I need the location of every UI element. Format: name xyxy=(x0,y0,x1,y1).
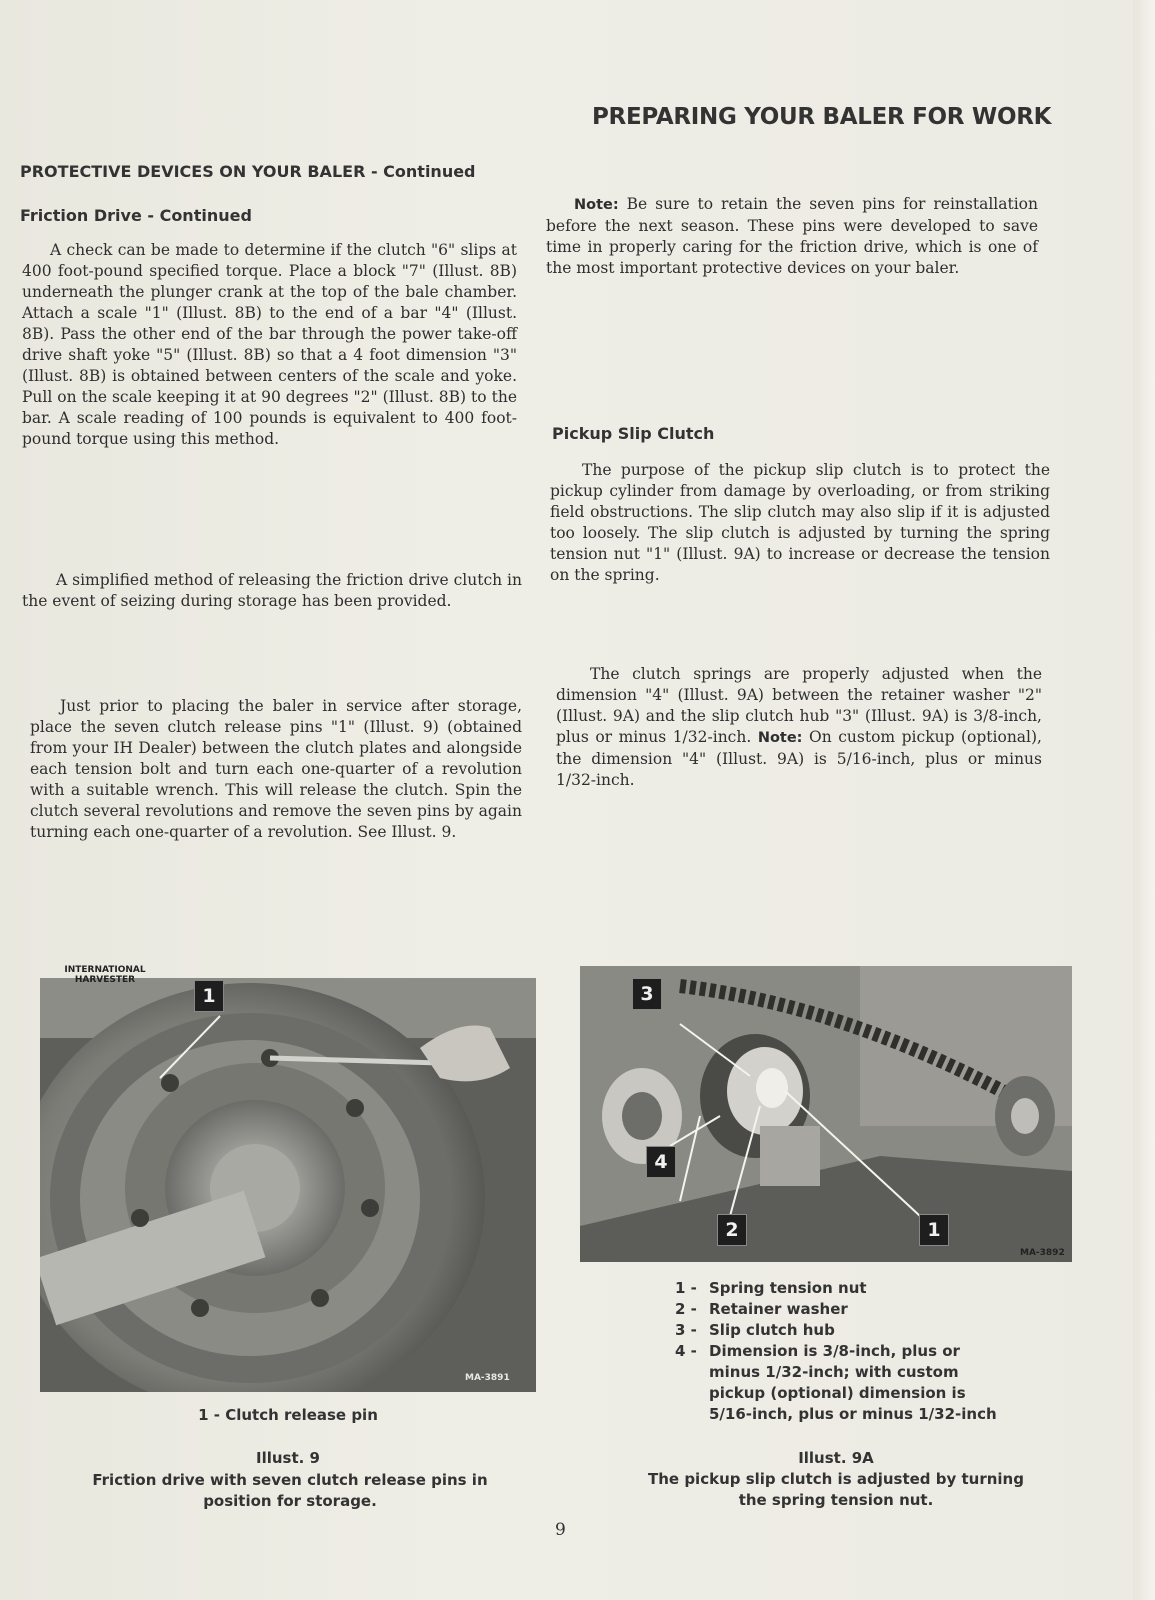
figure9a-callout-2: 2 xyxy=(717,1214,747,1246)
legend-item xyxy=(675,1299,1055,1320)
slip-clutch-photo xyxy=(580,966,1072,1262)
custom-note-text: On custom pickup (optional), the dimension "4" (Illust. 9A) is 5/16-inch, plus or minus 1/32-inch. xyxy=(556,728,1042,789)
friction-drive-photo-drawing xyxy=(40,978,536,1392)
legend-item xyxy=(675,1341,1055,1425)
figure9-code: MA-3891 xyxy=(465,1373,510,1383)
note-label: Note: xyxy=(574,197,619,213)
legend-item xyxy=(675,1278,1055,1299)
friction-drive-paragraph-3: Just prior to placing the baler in service after storage, place the seven clutch release pins "1" (Illust. 9) (obtained from your IH Dealer) between the clutch plates and alongside each tension bolt and turn each one-quarter of a revolution with a suitable wrench. This will release the clutch. Spin the clutch several revolutions and remove the seven pins by again turning each one-quarter of a revolution. See Illust. 9. xyxy=(30,697,522,841)
pickup-slip-clutch-heading: Pickup Slip Clutch xyxy=(552,424,715,443)
page-edge xyxy=(1133,0,1155,1600)
legend-number: 3 - xyxy=(675,1321,697,1339)
pickup-slip-clutch-paragraph-1: The purpose of the pickup slip clutch is to protect the pickup cylinder from damage by overloading, or from striking field obstructions. The slip clutch may also slip if it is adjusted too loosely. The slip clutch is adjusted by turning the spring tension nut "1" (Illust. 9A) to increase or decrease the tension on the spring. xyxy=(550,461,1050,584)
figure9a-callout-3: 3 xyxy=(632,978,662,1010)
legend-item xyxy=(675,1320,1055,1341)
note-text: Be sure to retain the seven pins for reinstallation before the next season. These pins were developed to save time in properly caring for the friction drive, which is one of the most important protective devices on your baler. xyxy=(546,195,1038,277)
figure9a-callout-4: 4 xyxy=(646,1146,676,1178)
figure9a-caption: The pickup slip clutch is adjusted by turning the spring tension nut. xyxy=(648,1470,1024,1509)
legend-number: 2 - xyxy=(675,1300,697,1318)
legend-number: 1 - xyxy=(675,1279,697,1297)
custom-note-label: Note: xyxy=(757,730,803,746)
friction-drive-paragraph-2: A simplified method of releasing the friction drive clutch in the event of seizing during storage has been provided. xyxy=(22,571,522,610)
friction-drive-photo xyxy=(40,978,536,1392)
figure9a-legend xyxy=(675,1278,1055,1425)
figure9a-illust-label: Illust. 9A xyxy=(798,1449,874,1467)
friction-drive-heading: Friction Drive - Continued xyxy=(20,206,252,225)
page-number: 9 xyxy=(555,1520,566,1540)
legend-number: 4 - xyxy=(675,1342,697,1360)
brand-logo-text: INTERNATIONAL HARVESTER xyxy=(64,965,146,985)
slip-clutch-photo-drawing xyxy=(580,966,1072,1262)
figure9a-code: MA-3892 xyxy=(1020,1248,1065,1258)
pickup-slip-clutch-paragraph-2 xyxy=(556,664,1042,791)
legend-text: Retainer washer xyxy=(709,1300,848,1318)
section-title: PROTECTIVE DEVICES ON YOUR BALER - Continued xyxy=(20,162,476,181)
legend-text: Spring tension nut xyxy=(709,1279,867,1297)
figure9-caption: Friction drive with seven clutch release pins in position for storage. xyxy=(92,1471,488,1510)
figure9-illust-label: Illust. 9 xyxy=(256,1449,320,1467)
legend-text: Dimension is 3/8-inch, plus or minus 1/32-inch; with custom pickup (optional) dimension is 5/16-inch, plus or minus 1/32-inch xyxy=(709,1342,997,1423)
legend-text: Slip clutch hub xyxy=(709,1321,835,1339)
figure9a-callout-1: 1 xyxy=(919,1214,949,1246)
figure9-legend: 1 - Clutch release pin xyxy=(198,1406,378,1424)
friction-drive-paragraph-1: A check can be made to determine if the clutch "6" slips at 400 foot-pound specified torque. Place a block "7" (Illust. 8B) underneath the plunger crank at the top of the bale chamber. Attach a scale "1" (Illust. 8B) to the end of a bar "4" (Illust. 8B). Pass the other end of the bar through the power take-off drive shaft yoke "5" (Illust. 8B) so that a 4 foot dimension "3" (Illust. 8B) is obtained between centers of the scale and yoke. Pull on the scale keeping it at 90 degrees "2" (Illust. 8B) to the bar. A scale reading of 100 pounds is equivalent to 400 foot-pound torque using this method. xyxy=(22,241,517,448)
figure9-callout-1: 1 xyxy=(194,980,224,1012)
adjustment-text: The clutch springs are properly adjusted when the dimension "4" (Illust. 9A) between the retainer washer "2" (Illust. 9A) and the slip clutch hub "3" (Illust. 9A) is 3/8-inch, plus or minus 1/32-inch. xyxy=(556,665,1042,746)
page-title: PREPARING YOUR BALER FOR WORK xyxy=(592,104,1052,130)
note-paragraph xyxy=(546,194,1038,279)
